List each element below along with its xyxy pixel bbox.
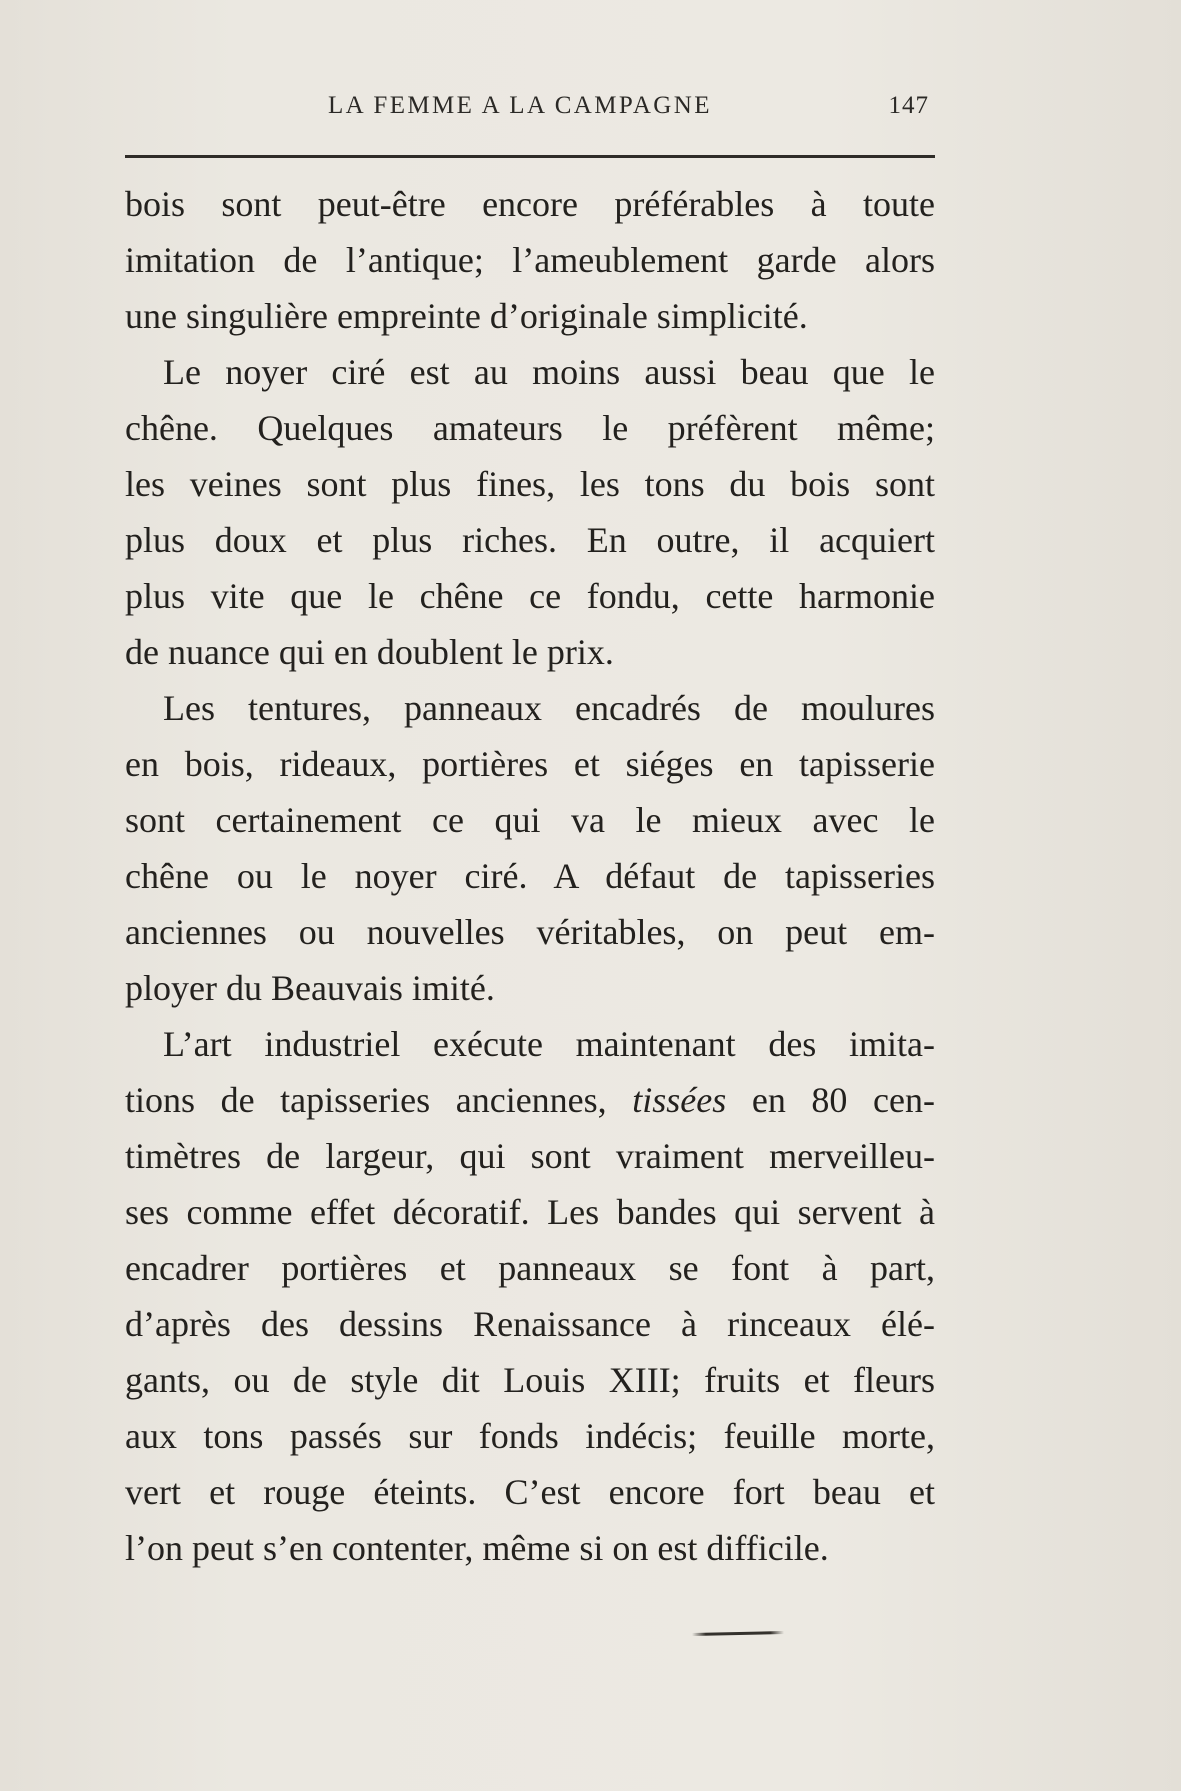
body-text (125, 176, 935, 1576)
text-line: vert et rouge éteints. C’est encore fort beau et (125, 1472, 935, 1512)
text-line: anciennes ou nouvelles véritables, on peut em- (125, 912, 935, 952)
page-number: 147 (888, 92, 929, 119)
text-line: d’après des dessins Renaissance à rinceaux élé- (125, 1304, 935, 1344)
text-line-with-italic (125, 1072, 935, 1128)
text-line: en bois, rideaux, portières et siéges en tapisserie (125, 744, 935, 784)
text-line: gants, ou de style dit Louis XIII; fruits et fleurs (125, 1360, 935, 1400)
text-segment: en 80 cen- (726, 1080, 935, 1120)
text-line: les veines sont plus fines, les tons du bois sont (125, 464, 935, 504)
text-line: de nuance qui en doublent le prix. (125, 632, 614, 672)
header-rule (125, 155, 935, 158)
text-line: imitation de l’antique; l’ameublement garde alors (125, 240, 935, 280)
text-line: bois sont peut-être encore préférables à toute (125, 184, 935, 224)
text-line: timètres de largeur, qui sont vraiment merveilleu- (125, 1136, 935, 1176)
running-header (125, 92, 935, 132)
text-line: l’on peut s’en contenter, même si on est difficile. (125, 1528, 829, 1568)
text-line: chêne ou le noyer ciré. A défaut de tapisseries (125, 856, 935, 896)
paragraph-start-line: Le noyer ciré est au moins aussi beau que le (163, 352, 935, 392)
text-segment: tions de tapisseries anciennes, (125, 1080, 633, 1120)
paragraph-start-line: Les tentures, panneaux encadrés de moulures (163, 688, 935, 728)
text-line: plus vite que le chêne ce fondu, cette harmonie (125, 576, 935, 616)
end-ornament (692, 1631, 784, 1636)
text-line: encadrer portières et panneaux se font à part, (125, 1248, 935, 1288)
text-line: plus doux et plus riches. En outre, il acquiert (125, 520, 935, 560)
text-line: chêne. Quelques amateurs le préfèrent même; (125, 408, 935, 448)
text-line: ses comme effet décoratif. Les bandes qui servent à (125, 1192, 935, 1232)
text-line: aux tons passés sur fonds indécis; feuille morte, (125, 1416, 935, 1456)
running-title: LA FEMME A LA CAMPAGNE (328, 92, 712, 119)
paragraph-start-line: L’art industriel exécute maintenant des imita- (163, 1024, 935, 1064)
text-line: ployer du Beauvais imité. (125, 968, 495, 1008)
text-line: une singulière empreinte d’originale simplicité. (125, 296, 808, 336)
text-line: sont certainement ce qui va le mieux avec le (125, 800, 935, 840)
italic-word: tissées (632, 1080, 727, 1120)
